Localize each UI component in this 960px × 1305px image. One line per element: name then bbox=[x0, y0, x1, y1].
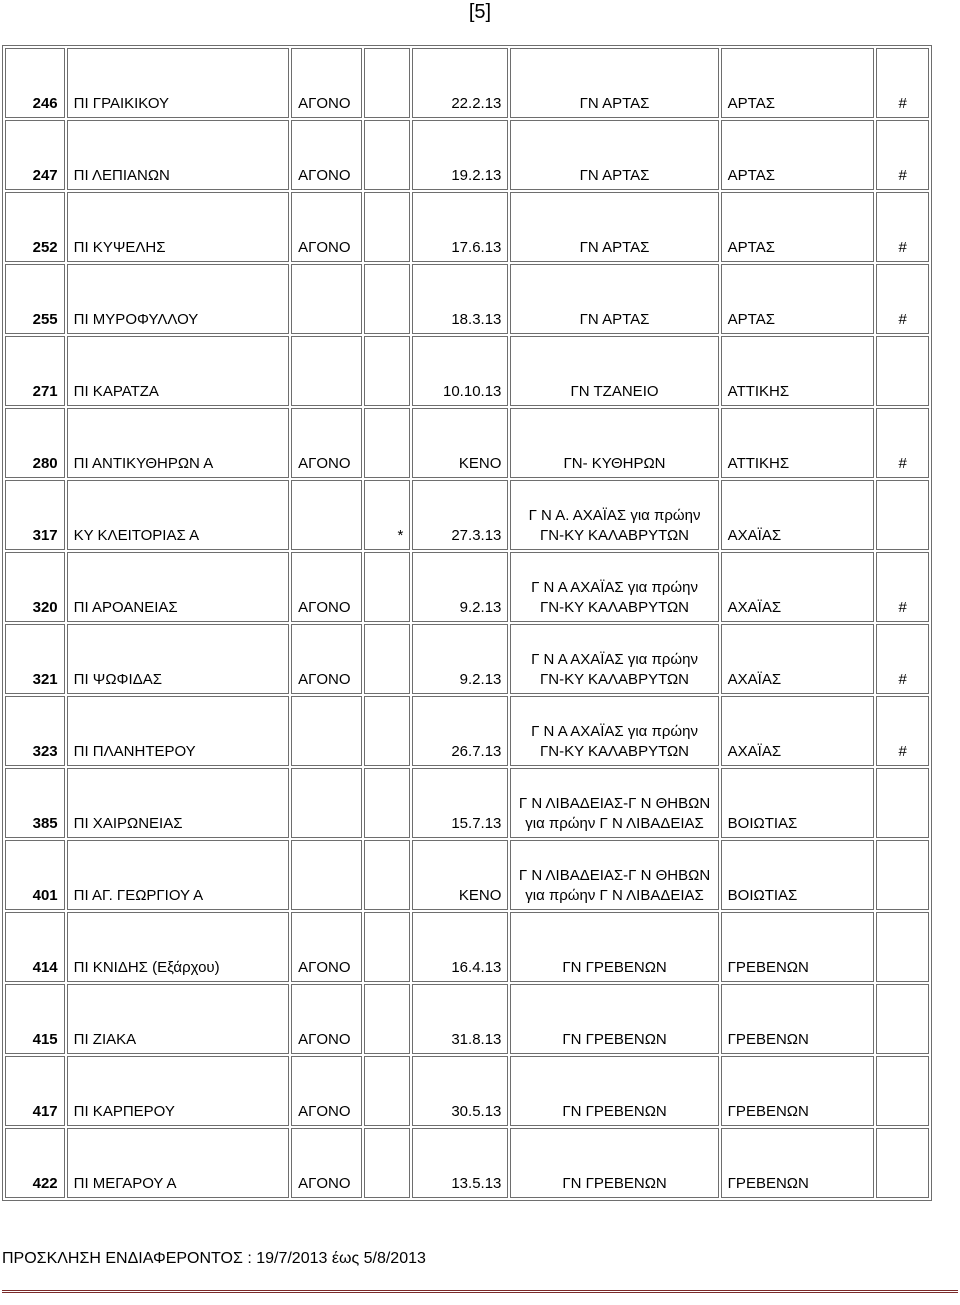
hospital-name-cell: Γ Ν ΛΙΒΑΔΕΙΑΣ-Γ Ν ΘΗΒΩΝ για πρώην Γ Ν ΛΙΒΑΔΕΙΑΣ bbox=[510, 840, 718, 910]
hospital-name-cell: Γ Ν Α. ΑΧΑΪΑΣ για πρώην ΓΝ-ΚΥ ΚΑΛΑΒΡΥΤΩΝ bbox=[510, 480, 718, 550]
asterisk-mark-cell bbox=[364, 624, 411, 694]
hospital-name-cell: ΓΝ ΓΡΕΒΕΝΩΝ bbox=[510, 912, 718, 982]
hash-mark-cell bbox=[876, 480, 929, 550]
hospital-name-cell: ΓΝ ΓΡΕΒΕΝΩΝ bbox=[510, 1128, 718, 1198]
region-name-cell: ΑΡΤΑΣ bbox=[721, 120, 875, 190]
records-body bbox=[5, 48, 929, 1198]
region-name-cell: ΓΡΕΒΕΝΩΝ bbox=[721, 912, 875, 982]
post-name-cell: ΠΙ ΚΥΨΕΛΗΣ bbox=[67, 192, 289, 262]
page-number: [5] bbox=[468, 1, 492, 23]
post-name-cell: ΠΙ ΠΛΑΝΗΤΕΡΟΥ bbox=[67, 696, 289, 766]
asterisk-mark-cell bbox=[364, 1056, 411, 1126]
post-name-cell: ΠΙ ΛΕΠΙΑΝΩΝ bbox=[67, 120, 289, 190]
area-status-cell: ΑΓΟΝΟ bbox=[291, 624, 362, 694]
region-name-cell: ΓΡΕΒΕΝΩΝ bbox=[721, 1128, 875, 1198]
row-number-cell: 415 bbox=[5, 984, 65, 1054]
asterisk-mark-cell bbox=[364, 696, 411, 766]
hash-mark-cell: # bbox=[876, 696, 929, 766]
area-status-cell: ΑΓΟΝΟ bbox=[291, 912, 362, 982]
region-name-cell: ΑΧΑΪΑΣ bbox=[721, 624, 875, 694]
asterisk-mark-cell: * bbox=[364, 480, 411, 550]
table-row bbox=[5, 840, 929, 910]
table-row bbox=[5, 264, 929, 334]
asterisk-mark-cell bbox=[364, 840, 411, 910]
table-row bbox=[5, 696, 929, 766]
asterisk-mark-cell bbox=[364, 768, 411, 838]
vacancy-date-cell: 9.2.13 bbox=[412, 624, 508, 694]
hash-mark-cell bbox=[876, 768, 929, 838]
table-row bbox=[5, 1128, 929, 1198]
area-status-cell: ΑΓΟΝΟ bbox=[291, 552, 362, 622]
post-name-cell: ΠΙ ΧΑΙΡΩΝΕΙΑΣ bbox=[67, 768, 289, 838]
row-number-cell: 317 bbox=[5, 480, 65, 550]
row-number-cell: 255 bbox=[5, 264, 65, 334]
area-status-cell: ΑΓΟΝΟ bbox=[291, 984, 362, 1054]
area-status-cell: ΑΓΟΝΟ bbox=[291, 1128, 362, 1198]
area-status-cell: ΑΓΟΝΟ bbox=[291, 48, 362, 118]
table-row bbox=[5, 552, 929, 622]
post-name-cell: ΠΙ ΖΙΑΚΑ bbox=[67, 984, 289, 1054]
hospital-name-cell: Γ Ν ΛΙΒΑΔΕΙΑΣ-Γ Ν ΘΗΒΩΝ για πρώην Γ Ν ΛΙΒΑΔΕΙΑΣ bbox=[510, 768, 718, 838]
post-name-cell: ΚΥ ΚΛΕΙΤΟΡΙΑΣ Α bbox=[67, 480, 289, 550]
vacancy-date-cell: 16.4.13 bbox=[412, 912, 508, 982]
vacancy-date-cell: 26.7.13 bbox=[412, 696, 508, 766]
post-name-cell: ΠΙ ΚΑΡΑΤΖΑ bbox=[67, 336, 289, 406]
region-name-cell: ΓΡΕΒΕΝΩΝ bbox=[721, 1056, 875, 1126]
hospital-name-cell: Γ Ν Α ΑΧΑΪΑΣ για πρώην ΓΝ-ΚΥ ΚΑΛΑΒΡΥΤΩΝ bbox=[510, 624, 718, 694]
row-number-cell: 252 bbox=[5, 192, 65, 262]
region-name-cell: ΒΟΙΩΤΙΑΣ bbox=[721, 768, 875, 838]
post-name-cell: ΠΙ ΚΝΙΔΗΣ (Εξάρχου) bbox=[67, 912, 289, 982]
asterisk-mark-cell bbox=[364, 264, 411, 334]
hospital-name-cell: ΓΝ ΓΡΕΒΕΝΩΝ bbox=[510, 984, 718, 1054]
table-row bbox=[5, 48, 929, 118]
region-name-cell: ΑΡΤΑΣ bbox=[721, 192, 875, 262]
hash-mark-cell: # bbox=[876, 624, 929, 694]
row-number-cell: 246 bbox=[5, 48, 65, 118]
row-number-cell: 271 bbox=[5, 336, 65, 406]
row-number-cell: 323 bbox=[5, 696, 65, 766]
post-name-cell: ΠΙ ΨΩΦΙΔΑΣ bbox=[67, 624, 289, 694]
area-status-cell bbox=[291, 696, 362, 766]
hash-mark-cell: # bbox=[876, 408, 929, 478]
hash-mark-cell: # bbox=[876, 552, 929, 622]
table-row bbox=[5, 336, 929, 406]
table-row bbox=[5, 408, 929, 478]
asterisk-mark-cell bbox=[364, 408, 411, 478]
post-name-cell: ΠΙ ΚΑΡΠΕΡΟΥ bbox=[67, 1056, 289, 1126]
area-status-cell bbox=[291, 768, 362, 838]
vacancy-date-cell: 17.6.13 bbox=[412, 192, 508, 262]
table-row bbox=[5, 1056, 929, 1126]
invitation-note: ΠΡΟΣΚΛΗΣΗ ΕΝΔΙΑΦΕΡΟΝΤΟΣ : 19/7/2013 έως 5/8/2013 bbox=[2, 1250, 426, 1267]
region-name-cell: ΑΧΑΪΑΣ bbox=[721, 552, 875, 622]
table-row bbox=[5, 120, 929, 190]
post-name-cell: ΠΙ ΑΓ. ΓΕΩΡΓΙΟΥ Α bbox=[67, 840, 289, 910]
hospital-name-cell: ΓΝ ΤΖΑΝΕΙΟ bbox=[510, 336, 718, 406]
row-number-cell: 414 bbox=[5, 912, 65, 982]
area-status-cell: ΑΓΟΝΟ bbox=[291, 1056, 362, 1126]
post-name-cell: ΠΙ ΑΝΤΙΚΥΘΗΡΩΝ Α bbox=[67, 408, 289, 478]
asterisk-mark-cell bbox=[364, 192, 411, 262]
post-name-cell: ΠΙ ΑΡΟΑΝΕΙΑΣ bbox=[67, 552, 289, 622]
vacancy-date-cell: 18.3.13 bbox=[412, 264, 508, 334]
row-number-cell: 247 bbox=[5, 120, 65, 190]
hospital-name-cell: ΓΝ- ΚΥΘΗΡΩΝ bbox=[510, 408, 718, 478]
asterisk-mark-cell bbox=[364, 912, 411, 982]
vacancy-date-cell: 10.10.13 bbox=[412, 336, 508, 406]
vacancy-date-cell: 30.5.13 bbox=[412, 1056, 508, 1126]
hash-mark-cell: # bbox=[876, 264, 929, 334]
hash-mark-cell: # bbox=[876, 120, 929, 190]
vacancy-date-cell: 15.7.13 bbox=[412, 768, 508, 838]
region-name-cell: ΑΡΤΑΣ bbox=[721, 264, 875, 334]
asterisk-mark-cell bbox=[364, 336, 411, 406]
hash-mark-cell bbox=[876, 840, 929, 910]
row-number-cell: 321 bbox=[5, 624, 65, 694]
hash-mark-cell: # bbox=[876, 192, 929, 262]
region-name-cell: ΑΡΤΑΣ bbox=[721, 48, 875, 118]
table-row bbox=[5, 768, 929, 838]
area-status-cell: ΑΓΟΝΟ bbox=[291, 192, 362, 262]
hash-mark-cell bbox=[876, 1128, 929, 1198]
vacancy-date-cell: 9.2.13 bbox=[412, 552, 508, 622]
vacancy-date-cell: 19.2.13 bbox=[412, 120, 508, 190]
table-row bbox=[5, 192, 929, 262]
vacancy-date-cell: 22.2.13 bbox=[412, 48, 508, 118]
hash-mark-cell bbox=[876, 912, 929, 982]
table-row bbox=[5, 480, 929, 550]
vacancy-date-cell: 27.3.13 bbox=[412, 480, 508, 550]
area-status-cell: ΑΓΟΝΟ bbox=[291, 408, 362, 478]
row-number-cell: 401 bbox=[5, 840, 65, 910]
region-name-cell: ΑΧΑΪΑΣ bbox=[721, 696, 875, 766]
vacancy-date-cell: ΚΕΝΟ bbox=[412, 408, 508, 478]
region-name-cell: ΒΟΙΩΤΙΑΣ bbox=[721, 840, 875, 910]
region-name-cell: ΑΤΤΙΚΗΣ bbox=[721, 408, 875, 478]
row-number-cell: 422 bbox=[5, 1128, 65, 1198]
table-row bbox=[5, 984, 929, 1054]
row-number-cell: 417 bbox=[5, 1056, 65, 1126]
hospital-name-cell: Γ Ν Α ΑΧΑΪΑΣ για πρώην ΓΝ-ΚΥ ΚΑΛΑΒΡΥΤΩΝ bbox=[510, 696, 718, 766]
table-row bbox=[5, 624, 929, 694]
hash-mark-cell bbox=[876, 984, 929, 1054]
hash-mark-cell bbox=[876, 1056, 929, 1126]
asterisk-mark-cell bbox=[364, 984, 411, 1054]
hospital-name-cell: ΓΝ ΑΡΤΑΣ bbox=[510, 264, 718, 334]
hash-mark-cell: # bbox=[876, 48, 929, 118]
post-name-cell: ΠΙ ΜΥΡΟΦΥΛΛΟΥ bbox=[67, 264, 289, 334]
row-number-cell: 385 bbox=[5, 768, 65, 838]
post-name-cell: ΠΙ ΜΕΓΑΡΟΥ Α bbox=[67, 1128, 289, 1198]
area-status-cell bbox=[291, 480, 362, 550]
area-status-cell bbox=[291, 336, 362, 406]
table-row bbox=[5, 912, 929, 982]
hospital-name-cell: ΓΝ ΑΡΤΑΣ bbox=[510, 192, 718, 262]
hospital-name-cell: Γ Ν Α ΑΧΑΪΑΣ για πρώην ΓΝ-ΚΥ ΚΑΛΑΒΡΥΤΩΝ bbox=[510, 552, 718, 622]
records-table bbox=[2, 45, 932, 1201]
asterisk-mark-cell bbox=[364, 552, 411, 622]
row-number-cell: 320 bbox=[5, 552, 65, 622]
hospital-name-cell: ΓΝ ΑΡΤΑΣ bbox=[510, 120, 718, 190]
area-status-cell bbox=[291, 840, 362, 910]
region-name-cell: ΓΡΕΒΕΝΩΝ bbox=[721, 984, 875, 1054]
hospital-name-cell: ΓΝ ΓΡΕΒΕΝΩΝ bbox=[510, 1056, 718, 1126]
region-name-cell: ΑΧΑΪΑΣ bbox=[721, 480, 875, 550]
footer-rule bbox=[2, 1290, 958, 1293]
vacancy-date-cell: 31.8.13 bbox=[412, 984, 508, 1054]
asterisk-mark-cell bbox=[364, 48, 411, 118]
area-status-cell bbox=[291, 264, 362, 334]
vacancy-date-cell: 13.5.13 bbox=[412, 1128, 508, 1198]
area-status-cell: ΑΓΟΝΟ bbox=[291, 120, 362, 190]
vacancy-date-cell: ΚΕΝΟ bbox=[412, 840, 508, 910]
post-name-cell: ΠΙ ΓΡΑΙΚΙΚΟΥ bbox=[67, 48, 289, 118]
region-name-cell: ΑΤΤΙΚΗΣ bbox=[721, 336, 875, 406]
hash-mark-cell bbox=[876, 336, 929, 406]
hospital-name-cell: ΓΝ ΑΡΤΑΣ bbox=[510, 48, 718, 118]
asterisk-mark-cell bbox=[364, 120, 411, 190]
row-number-cell: 280 bbox=[5, 408, 65, 478]
asterisk-mark-cell bbox=[364, 1128, 411, 1198]
